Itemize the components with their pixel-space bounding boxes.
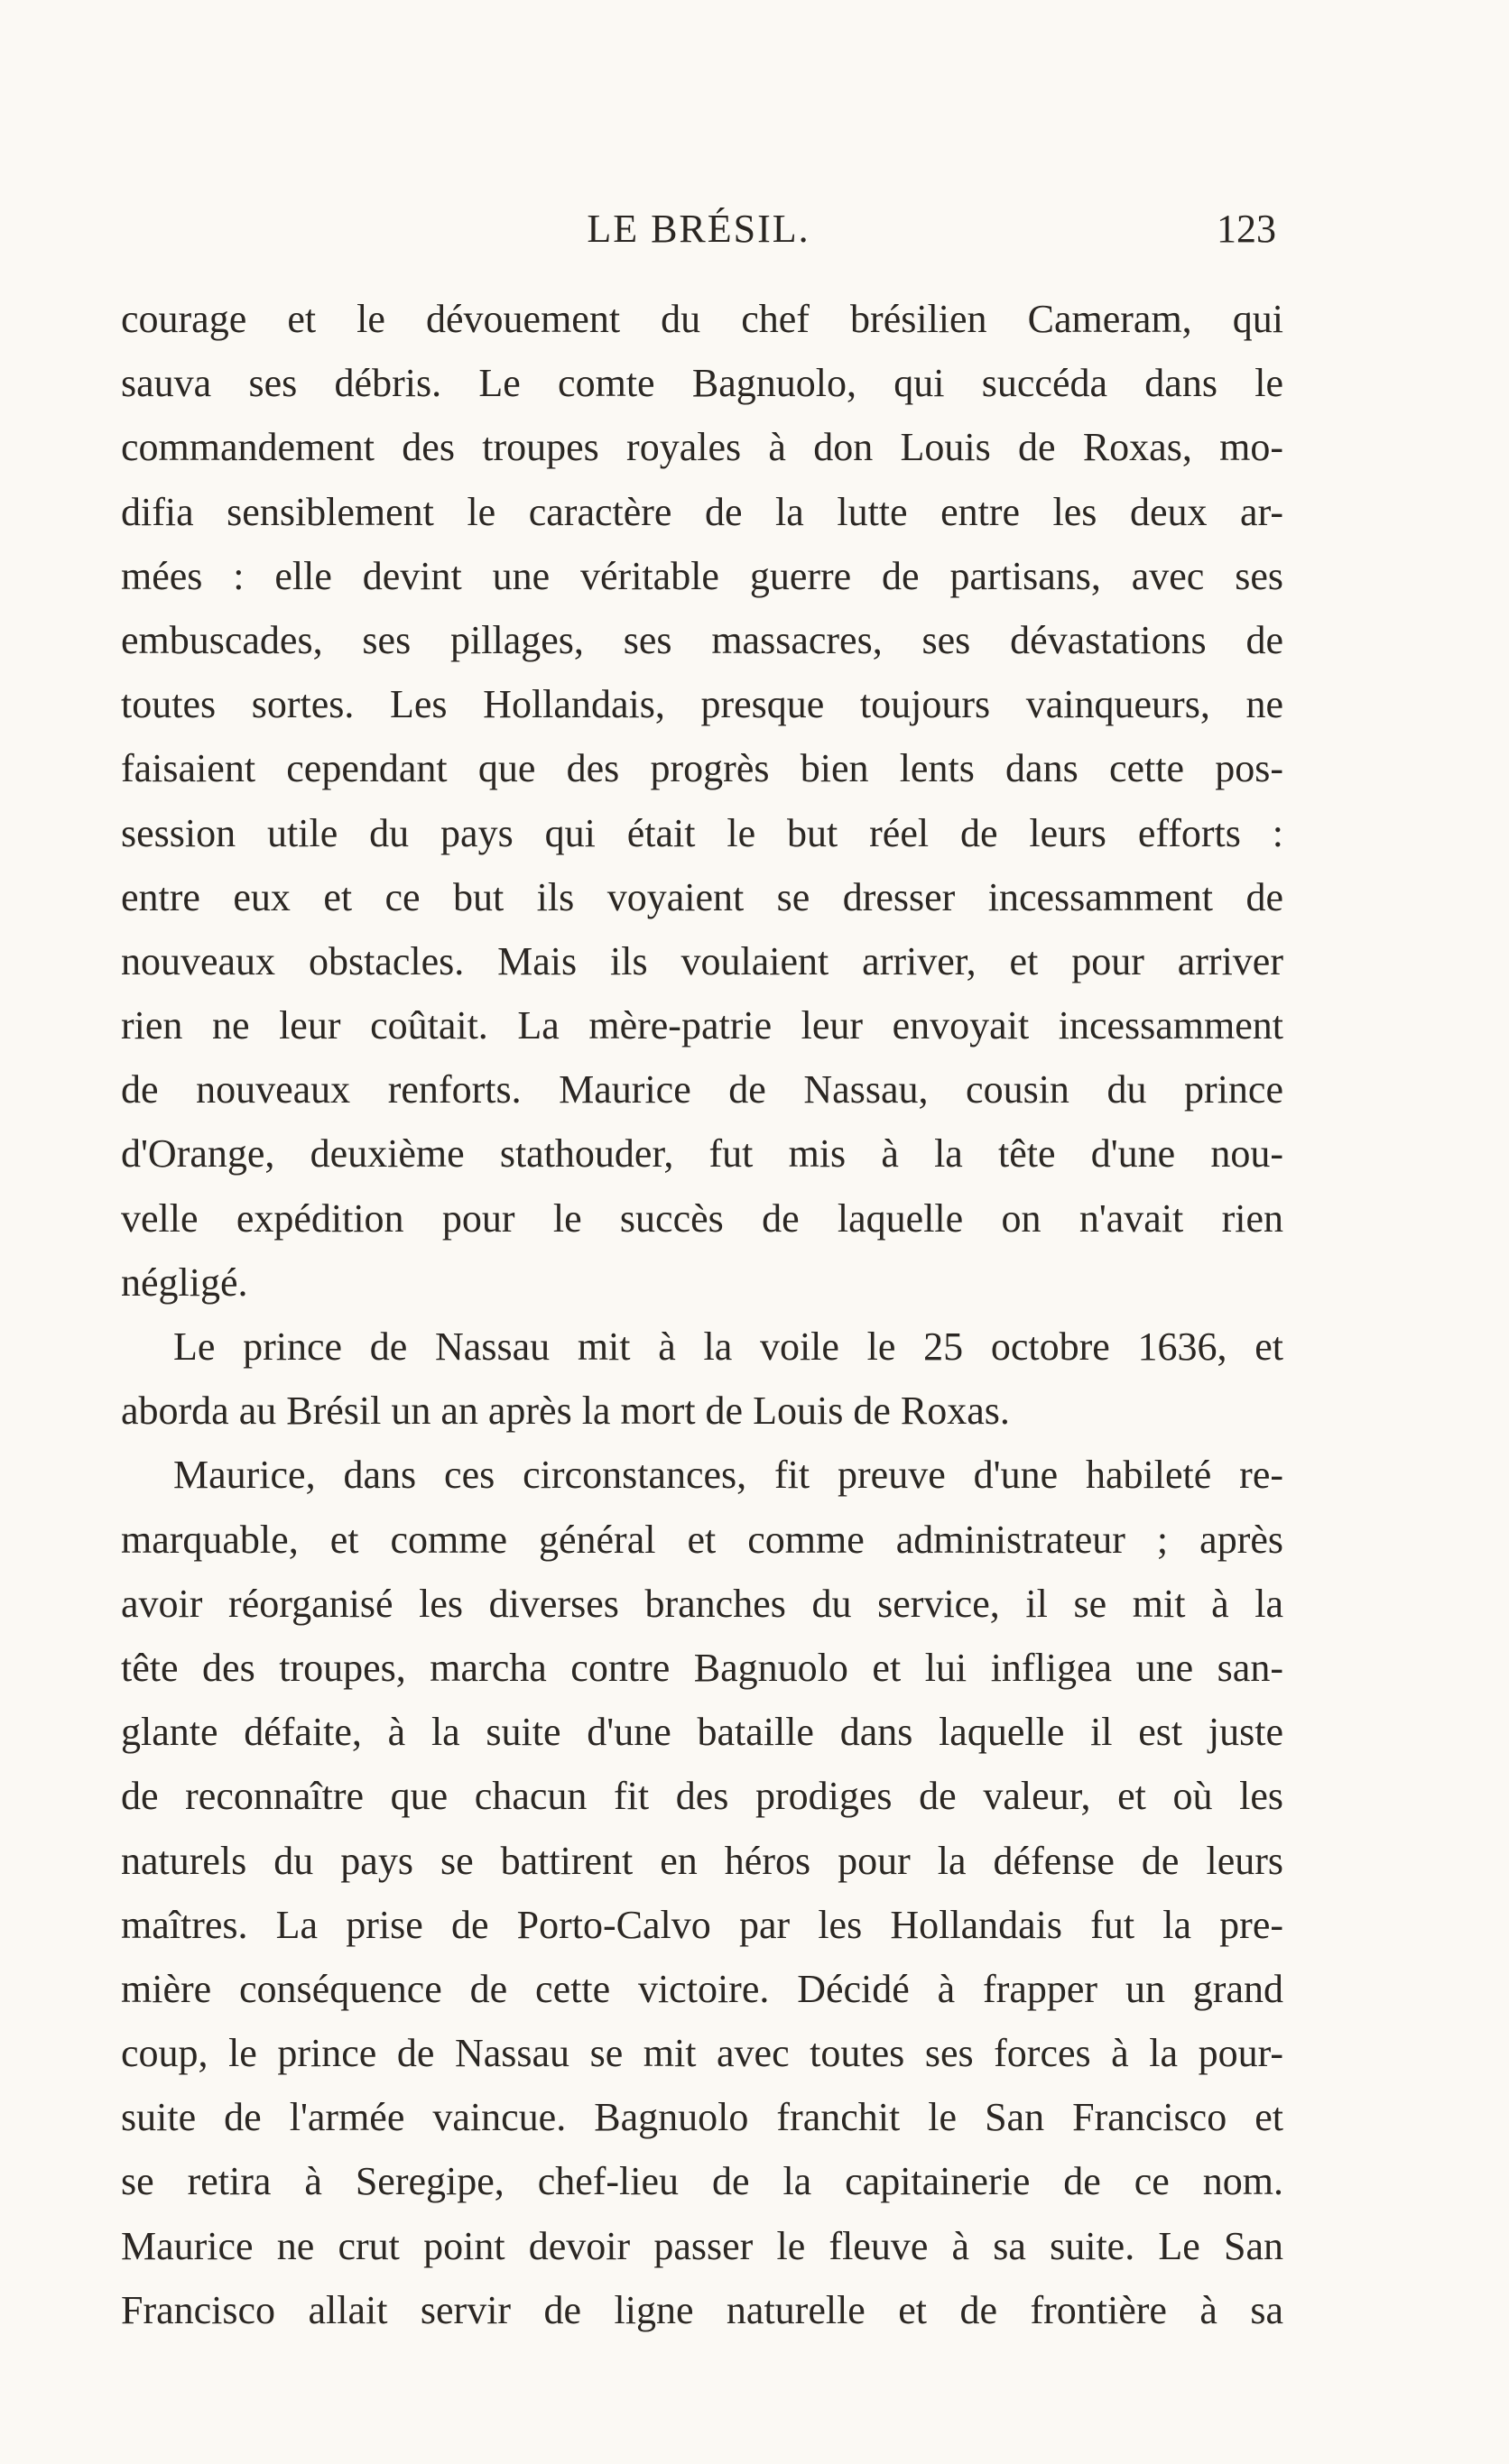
text-line: Le prince de Nassau mit à la voile le 25 octobre 1636, et — [173, 1324, 1283, 1369]
running-head — [121, 206, 1276, 260]
text-line: courage et le dévouement du chef brésilien Cameram, qui — [121, 297, 1283, 341]
text-line: mées : elle devint une véritable guerre de partisans, avec ses — [121, 553, 1283, 598]
text-line: aborda au Brésil un an après la mort de Louis de Roxas. — [121, 1389, 1010, 1434]
text-line: Maurice ne crut point devoir passer le fleuve à sa suite. Le San — [121, 2223, 1283, 2268]
text-line: d'Orange, deuxième stathouder, fut mis à la tête d'une nou- — [121, 1131, 1283, 1177]
text-line: glante défaite, à la suite d'une bataille dans laquelle il est juste — [121, 1710, 1283, 1755]
body-text — [121, 287, 1283, 2342]
text-line: difia sensiblement le caractère de la lutte entre les deux ar- — [121, 489, 1283, 534]
text-line: embuscades, ses pillages, ses massacres, ses dévastations de — [121, 617, 1283, 662]
text-line: avoir réorganisé les diverses branches du service, il se mit à la — [121, 1581, 1283, 1626]
text-line: se retira à Seregipe, chef-lieu de la capitainerie de ce nom. — [121, 2159, 1283, 2204]
text-line: commandement des troupes royales à don Louis de Roxas, mo- — [121, 425, 1283, 470]
text-line: suite de l'armée vaincue. Bagnuolo franchit le San Francisco et — [121, 2095, 1283, 2140]
text-line: marquable, et comme général et comme administrateur ; après — [121, 1517, 1283, 1562]
text-line: mière conséquence de cette victoire. Décidé à frapper un grand — [121, 1966, 1283, 2011]
text-line: Francisco allait servir de ligne naturelle et de frontière à sa — [121, 2287, 1283, 2332]
text-line: naturels du pays se battirent en héros pour la défense de leurs — [121, 1838, 1283, 1883]
text-line: Maurice, dans ces circonstances, fit preuve d'une habileté re- — [173, 1453, 1283, 1498]
text-line: de reconnaître que chacun fit des prodiges de valeur, et où les — [121, 1774, 1283, 1819]
text-line: maîtres. La prise de Porto-Calvo par les Hollandais fut la pre- — [121, 1902, 1283, 1947]
text-line: nouveaux obstacles. Mais ils voulaient arriver, et pour arriver — [121, 938, 1283, 983]
text-line: toutes sortes. Les Hollandais, presque toujours vainqueurs, ne — [121, 682, 1283, 727]
text-line: entre eux et ce but ils voyaient se dresser incessamment de — [121, 874, 1283, 919]
text-line: négligé. — [121, 1260, 248, 1305]
text-line: velle expédition pour le succès de laquelle on n'avait rien — [121, 1195, 1283, 1241]
text-line: faisaient cependant que des progrès bien lents dans cette pos- — [121, 746, 1283, 791]
text-line: sauva ses débris. Le comte Bagnuolo, qui succéda dans le — [121, 361, 1283, 406]
text-line: de nouveaux renforts. Maurice de Nassau, cousin du prince — [121, 1067, 1283, 1112]
page-number: 123 — [1217, 207, 1276, 251]
text-line: session utile du pays qui était le but réel de leurs efforts : — [121, 810, 1283, 855]
text-line: tête des troupes, marcha contre Bagnuolo et lui infligea une san- — [121, 1645, 1283, 1690]
text-line: coup, le prince de Nassau se mit avec toutes ses forces à la pour- — [121, 2031, 1283, 2076]
running-title: LE BRÉSIL. — [587, 207, 810, 251]
text-line: rien ne leur coûtait. La mère-patrie leur envoyait incessamment — [121, 1003, 1283, 1048]
